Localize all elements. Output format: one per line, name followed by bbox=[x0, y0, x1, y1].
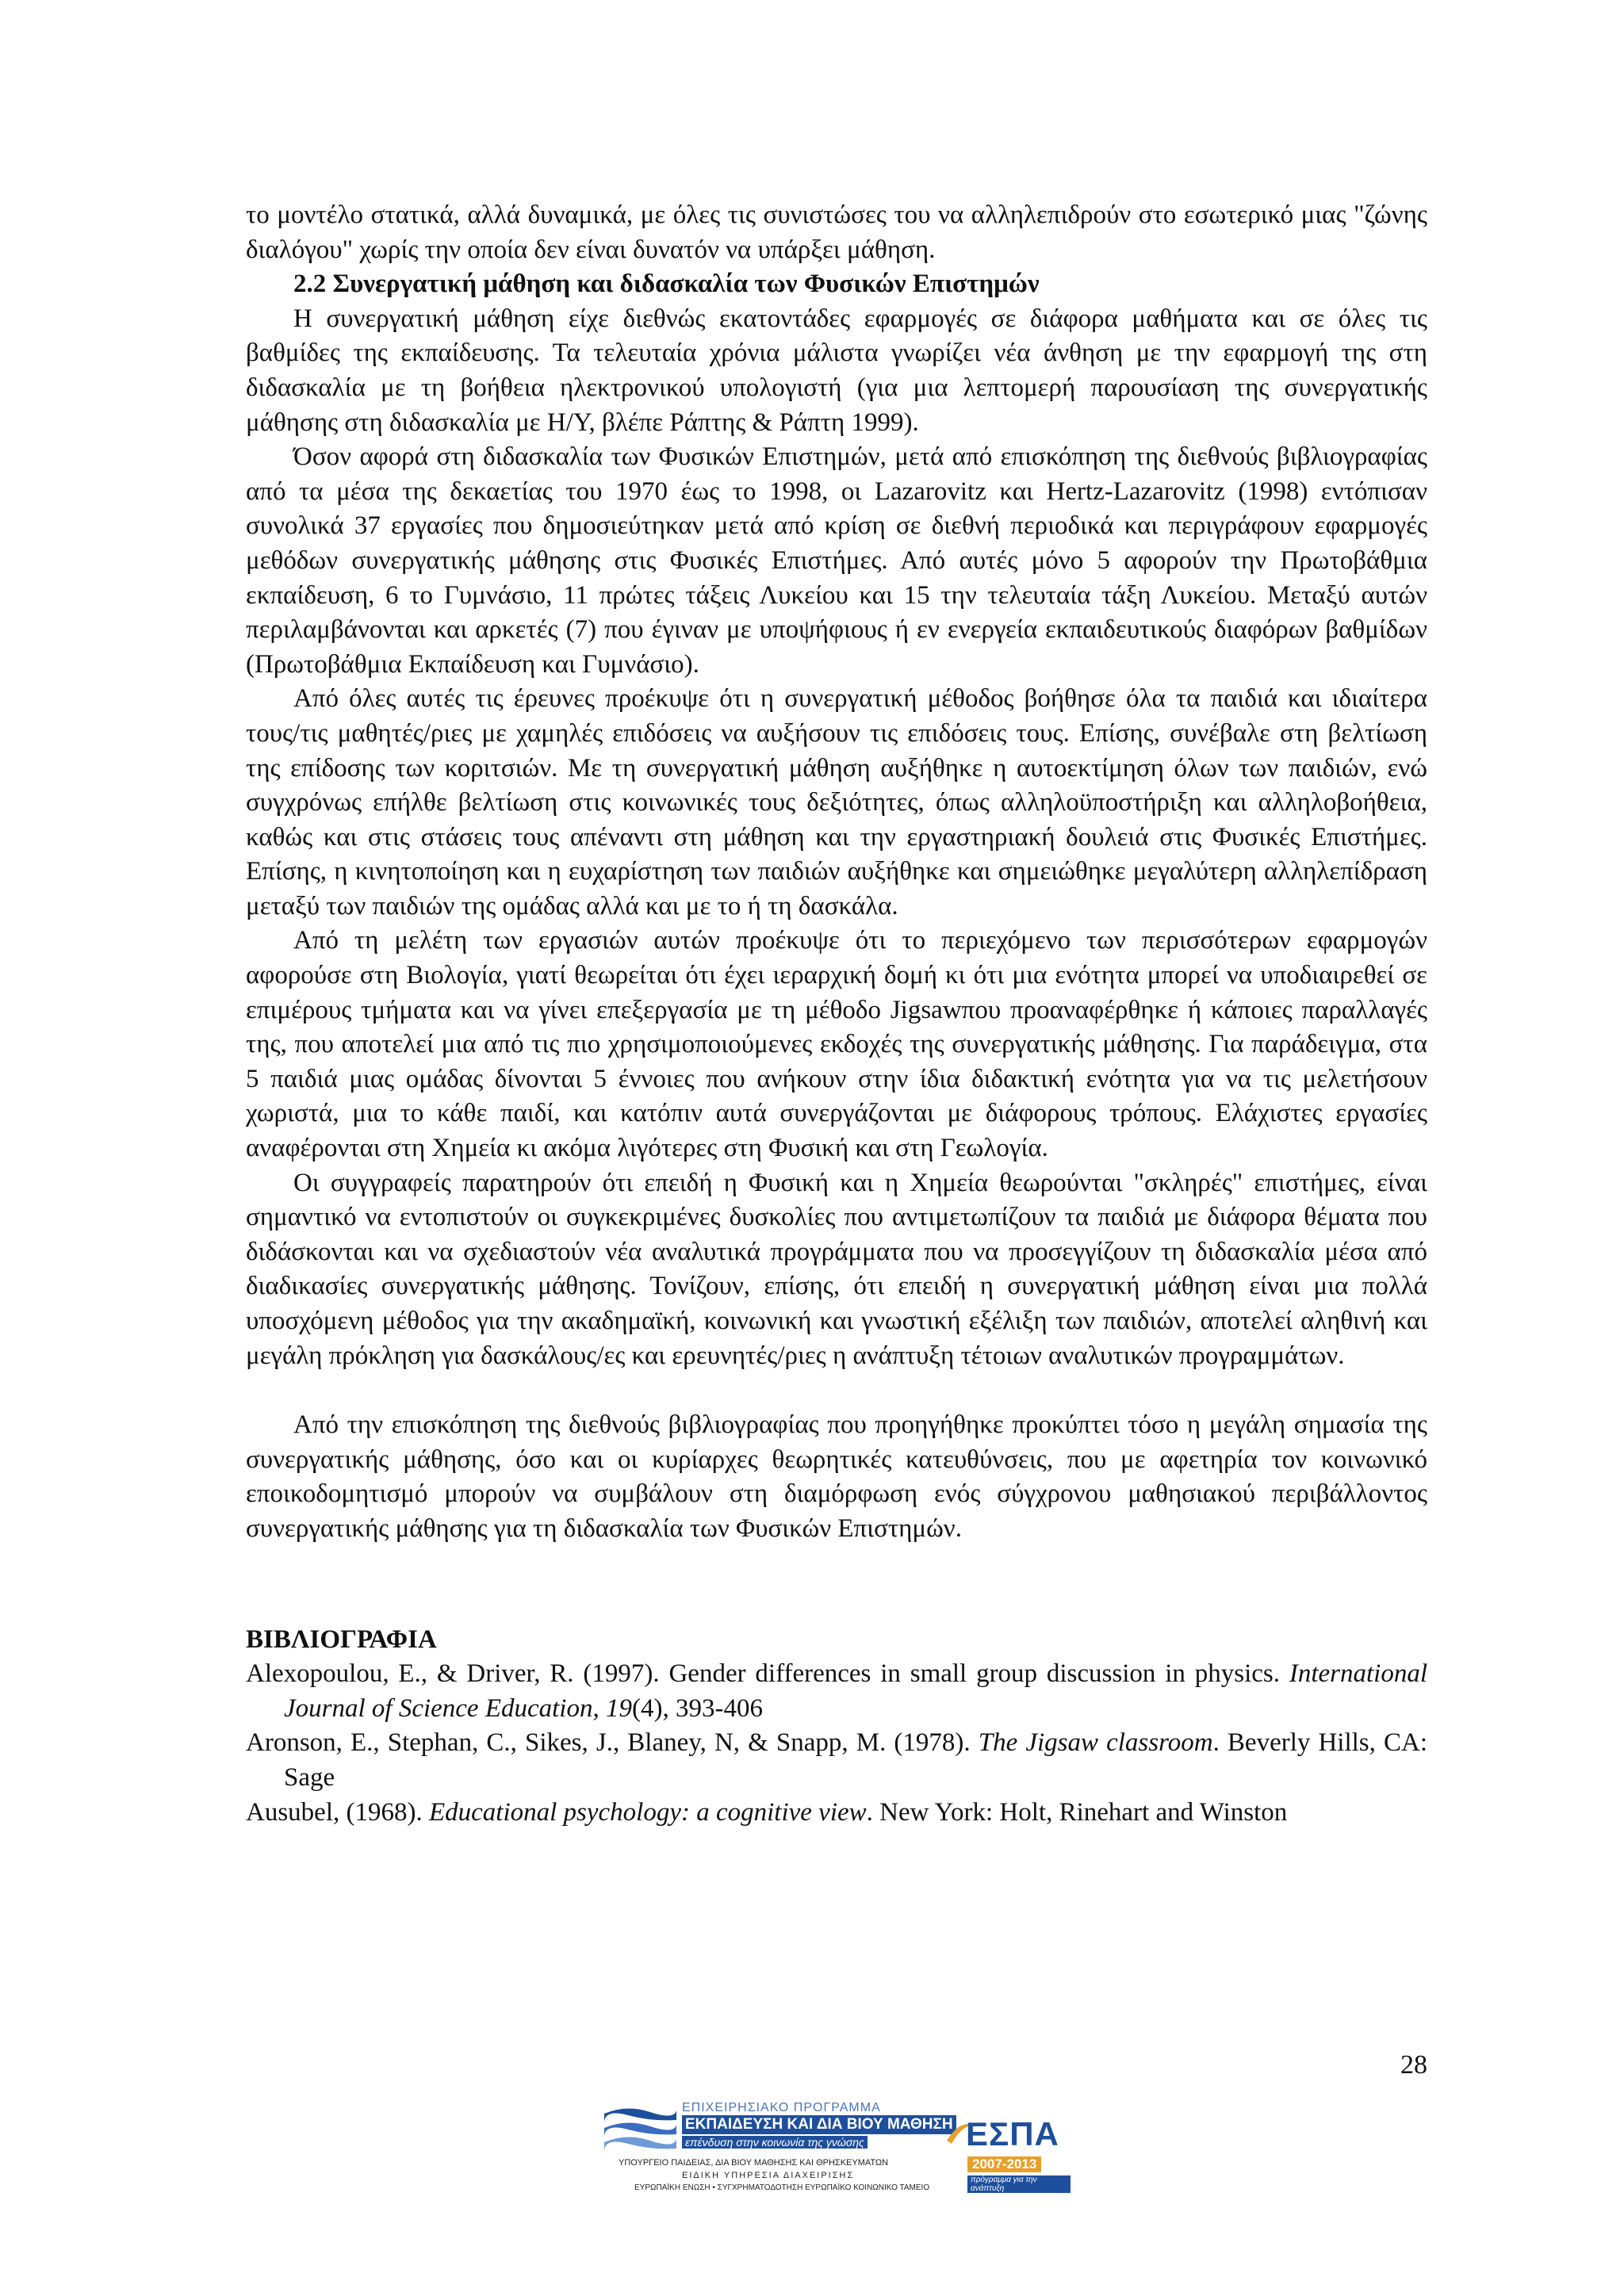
espa-subtitle: πρόγραμμα για την ανάπτυξη bbox=[967, 2175, 1071, 2193]
bibliography-title: ΒΙΒΛΙΟΓΡΑΦΙΑ bbox=[246, 1624, 437, 1654]
paragraph: Όσον αφορά στη διδασκαλία των Φυσικών Επιστημών, μετά από επισκόπηση της διεθνούς βιβλιογραφίας από τα μέσα της δεκαετίας του 1970 έως το 1998, οι Lazarovitz και Hertz-Lazarovitz (1998) εντόπισαν συνολικά 37 εργασίες που δημοσιεύτηκαν μετά από κρίση σε διεθνή περιοδικά και περιγράφουν εφαρμογές μεθόδων συνεργατικής μάθησης στις Φυσικές Επιστήμες. Από αυτές μόνο 5 αφορούν την Πρωτοβάθμια εκπαίδευση, 6 το Γυμνάσιο, 11 πρώτες τάξεις Λυκείου και 15 την τελευταία τάξη Λυκείου. Μεταξύ αυτών περιλαμβάνονται και αρκετές (7) που έγιναν με υποψήφιους ή εν ενεργεία εκπαιδευτικούς διαφόρων βαθμίδων (Πρωτοβάθμια Εκπαίδευση και Γυμνάσιο). bbox=[246, 442, 1427, 679]
paragraph-conclusion: Από την επισκόπηση της διεθνούς βιβλιογραφίας που προηγήθηκε προκύπτει τόσο η μεγάλη σημασία της συνεργατικής μάθησης, όσο και οι κυρίαρχες θεωρητικές κατευθύνσεις, που με αφετηρία τον κοινωνικό εποικοδομητισμό μπορούν να συμβάλουν στη διαμόρφωση ενός σύγχρονου μαθησιακού περιβάλλοντος συνεργατικής μάθησης για τη διδασκαλία των Φυσικών Επιστημών. bbox=[246, 1410, 1427, 1543]
paragraph: Η συνεργατική μάθηση είχε διεθνώς εκατοντάδες εφαρμογές σε διάφορα μαθήματα και σε όλες τις βαθμίδες της εκπαίδευσης. Τα τελευταία χρόνια μάλιστα γνωρίζει νέα άνθηση με την εφαρμογή της στη διδασκαλία με τη βοήθεια ηλεκτρονικού υπολογιστή (για μια λεπτομερή παρουσίαση της συνεργατικής μάθησης στη διδασκαλία με Η/Υ, βλέπε Ράπτης & Ράπτη 1999). bbox=[246, 304, 1427, 437]
reference-tail: . New York: Holt, Rinehart and Winston bbox=[866, 1797, 1288, 1827]
logo-text: ΕΚΠΑΙΔΕΥΣΗ ΚΑΙ ΔΙΑ ΒΙΟΥ ΜΑΘΗΣΗ bbox=[682, 2115, 956, 2134]
reference-tail: . Beverly Hills, CA: Sage bbox=[284, 1728, 1428, 1792]
reference-book-title: Educational psychology: a cognitive view bbox=[428, 1797, 867, 1827]
reference-entry bbox=[246, 1657, 1427, 1726]
section-heading: 2.2 Συνεργατική μάθηση και διδασκαλία των Φυσικών Επιστημών bbox=[293, 270, 1040, 299]
paragraph-continuation: το μοντέλο στατικά, αλλά δυναμικά, με όλες τις συνιστώσες του να αλληλεπιδρούν στο εσωτερικό μιας "ζώνης διαλόγου" χωρίς την οποία δεν είναι δυνατόν να υπάρξει μάθηση. bbox=[246, 201, 1427, 264]
logo-text: ΕΥΡΩΠΑΪΚΗ ΕΝΩΣΗ • ΣΥΓΧΡΗΜΑΤΟΔΟΤΗΣΗ ΕΥΡΩΠΑΪΚΟ ΚΟΙΝΩΝΙΚΟ ΤΑΜΕΙΟ bbox=[634, 2183, 930, 2192]
reference-lead: Alexopoulou, E., & Driver, R. (1997). Gender differences in small group discussion in physics. bbox=[246, 1659, 1280, 1689]
espa-name: ΕΣΠΑ bbox=[966, 2115, 1059, 2152]
spacer bbox=[246, 1547, 1427, 1623]
footer-logos bbox=[603, 2101, 1078, 2204]
espa-logo bbox=[944, 2109, 1071, 2196]
page-body bbox=[246, 198, 1427, 1830]
paragraph: Από όλες αυτές τις έρευνες προέκυψε ότι η συνεργατική μέθοδος βοήθησε όλα τα παιδιά και ιδιαίτερα τους/τις μαθητές/ριες με χαμηλές επιδόσεις να αυξήσουν τις επιδόσεις τους. Επίσης, συνέβαλε στη βελτίωση της επίδοσης των κοριτσιών. Με τη συνεργατική μάθηση αυξήθηκε η αυτοεκτίμηση όλων των παιδιών, ενώ συγχρόνως επήλθε βελτίωση στις κοινωνικές τους δεξιότητες, όπως αλληλοϋποστήριξη και αλληλοβοήθεια, καθώς και στις στάσεις τους απέναντι στη μάθηση και την εργαστηριακή δουλειά στις Φυσικές Επιστήμες. Επίσης, η κινητοποίηση και η ευχαρίστηση των παιδιών αυξήθηκε και σημειώθηκε μεγαλύτερη αλληλεπίδραση μεταξύ των παιδιών της ομάδας αλλά και με το ή τη δασκάλα. bbox=[246, 684, 1427, 920]
reference-journal: International Journal of Science Education, 19 bbox=[284, 1659, 1427, 1723]
reference-entry bbox=[246, 1796, 1427, 1831]
reference-lead: Aronson, E., Stephan, C., Sikes, J., Blaney, N, & Snapp, M. (1978). bbox=[246, 1728, 971, 1758]
wave-logo-icon bbox=[603, 2104, 678, 2152]
paragraph: Οι συγγραφείς παρατηρούν ότι επειδή η Φυσική και η Χημεία θεωρούνται "σκληρές" επιστήμες, είναι σημαντικό να εντοπιστούν οι συγκεκριμένες δυσκολίες που αντιμετωπίζουν τα παιδιά με διάφορα θέματα που διδάσκονται και να σχεδιαστούν νέα αναλυτικά προγράμματα που να προσεγγίζουν τη διδασκαλία μέσα από διαδικασίες συνεργατικής μάθησης. Τονίζουν, επίσης, ότι επειδή η συνεργατική μάθηση είναι μια πολλά υποσχόμενη μέθοδος για την ακαδημαϊκή, κοινωνική και γνωστική εξέλιξη των παιδιών, αποτελεί αληθινή και μεγάλη πρόκληση για δασκάλους/ες και ερευνητές/ριες η ανάπτυξη τέτοιων αναλυτικών προγραμμάτων. bbox=[246, 1168, 1427, 1370]
espa-years: 2007-2013 bbox=[967, 2156, 1041, 2172]
spacer bbox=[246, 1373, 1427, 1408]
reference-lead: Ausubel, (1968). bbox=[246, 1797, 423, 1827]
logo-text: επένδυση στην κοινωνία της γνώσης bbox=[682, 2136, 868, 2149]
page-number: 28 bbox=[1400, 2050, 1427, 2080]
reference-entry bbox=[246, 1726, 1427, 1795]
program-logo bbox=[603, 2101, 953, 2204]
logo-text: ΥΠΟΥΡΓΕΙΟ ΠΑΙΔΕΙΑΣ, ΔΙΑ ΒΙΟΥ ΜΑΘΗΣΗΣ ΚΑΙ ΘΡΗΣΚΕΥΜΑΤΩΝ bbox=[619, 2158, 889, 2168]
paragraph: Από τη μελέτη των εργασιών αυτών προέκυψε ότι το περιεχόμενο των περισσότερων εφαρμογών αφορούσε στη Βιολογία, γιατί θεωρείται ότι έχει ιεραρχική δομή κι ότι μια ενότητα μπορεί να υποδιαιρεθεί σε επιμέρους τμήματα και να γίνει επεξεργασία με τη μέθοδο Jigsawπου προαναφέρθηκε ή κάποιες παραλλαγές της, που αποτελεί μια από τις πιο χρησιμοποιούμενες εκδοχές της συνεργατικής μάθησης. Για παράδειγμα, στα 5 παιδιά μιας ομάδας δίνονται 5 έννοιες που ανήκουν στην ίδια διδακτική ενότητα για να τις μελετήσουν χωριστά, μια το κάθε παιδί, και κατόπιν αυτά συνεργάζονται με διάφορους τρόπους. Ελάχιστες εργασίες αναφέρονται στη Χημεία κι ακόμα λιγότερες στη Φυσική και στη Γεωλογία. bbox=[246, 926, 1427, 1163]
reference-book-title: The Jigsaw classroom bbox=[978, 1728, 1213, 1758]
logo-text: ΕΠΙΧΕΙΡΗΣΙΑΚΟ ΠΡΟΓΡΑΜΜΑ bbox=[682, 2101, 881, 2114]
reference-tail: (4), 393-406 bbox=[631, 1693, 763, 1723]
logo-text: ΕΙΔΙΚΗ ΥΠΗΡΕΣΙΑ ΔΙΑΧΕΙΡΙΣΗΣ bbox=[682, 2171, 855, 2180]
